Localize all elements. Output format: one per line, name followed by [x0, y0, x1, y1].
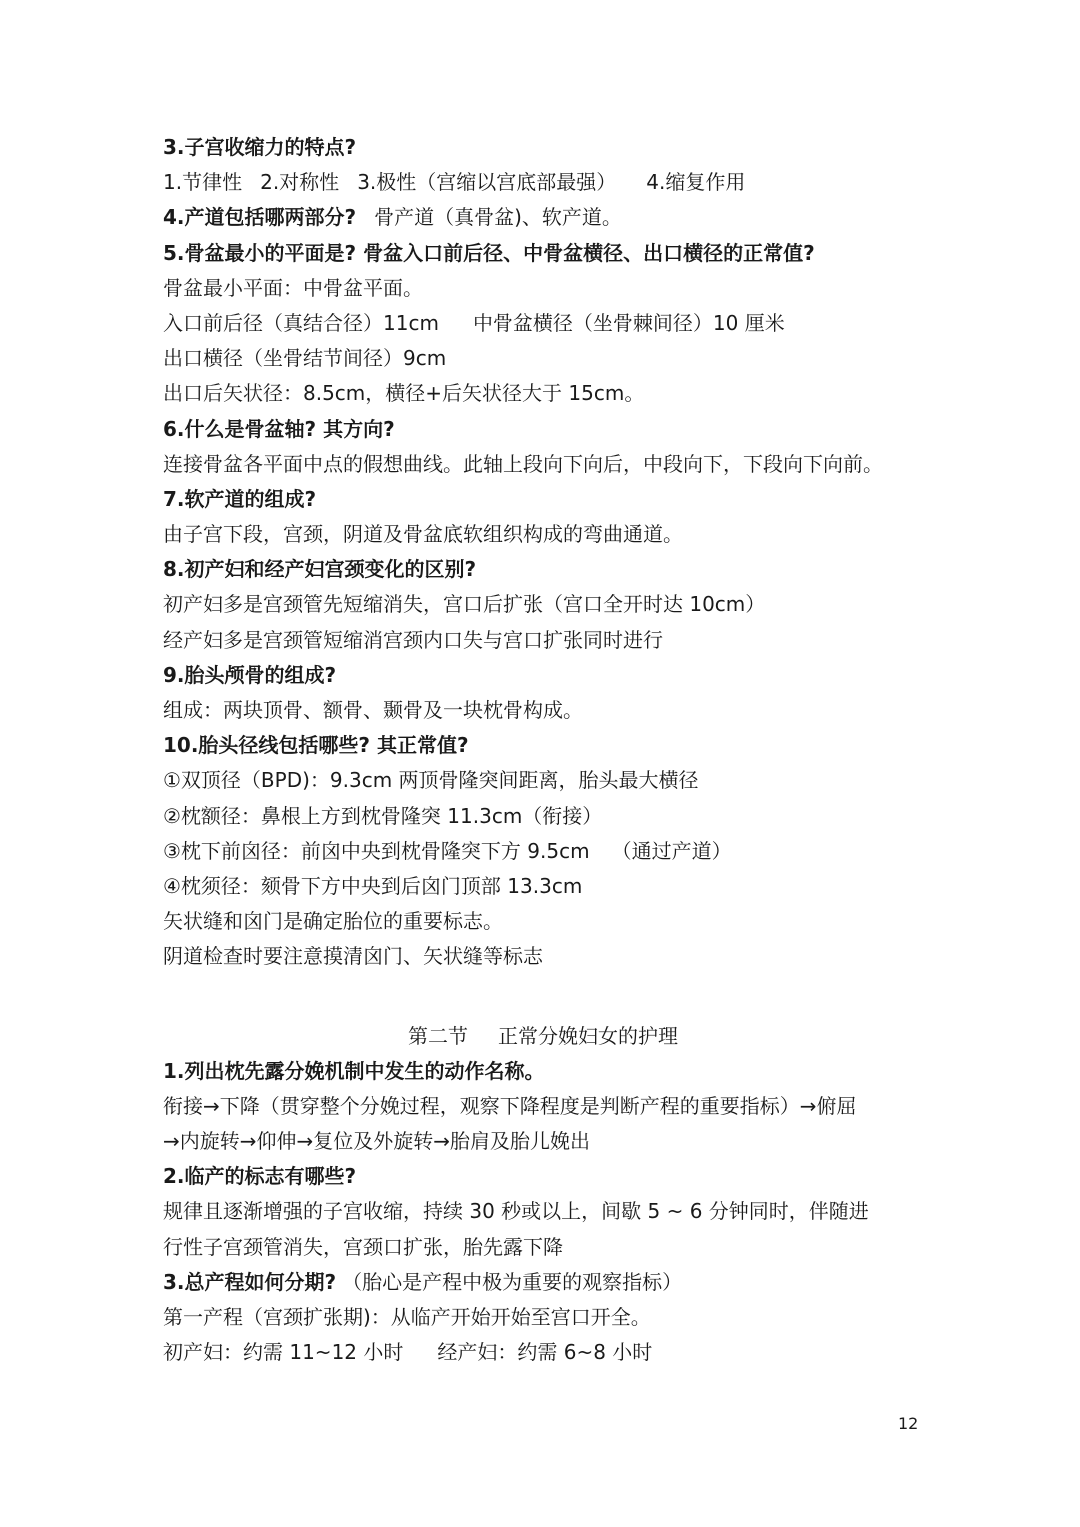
question-heading: 2.临产的标志有哪些?: [163, 1164, 357, 1189]
question-heading: 7.软产道的组成?: [163, 486, 317, 511]
text-segment: 2.对称性: [260, 170, 340, 195]
answer-line: 行性子宫颈管消失，宫颈口扩张，胎先露下降: [163, 1234, 563, 1259]
text-segment: 4.缩复作用: [646, 170, 746, 195]
answer-line: [163, 165, 923, 200]
answer-line: 出口横径（坐骨结节间径）9cm: [163, 346, 447, 371]
answer-line: →内旋转→仰伸→复位及外旋转→胎肩及胎儿娩出: [163, 1129, 591, 1154]
text-segment: （通过产道）: [611, 838, 732, 863]
answer-line: 经产妇多是宫颈管短缩消宫颈内口失与宫口扩张同时进行: [163, 627, 663, 652]
question-heading: 3.总产程如何分期?: [163, 1269, 337, 1294]
question-heading: 1.列出枕先露分娩机制中发生的动作名称。: [163, 1058, 545, 1083]
answer-line: [163, 834, 923, 869]
question-heading: 5.骨盆最小的平面是? 骨盆入口前后径、中骨盆横径、出口横径的正常值?: [163, 240, 815, 265]
answer-line: 初产妇多是宫颈管先短缩消失，宫口后扩张（宫口全开时达 10cm）: [163, 592, 766, 617]
answer-line: [163, 306, 923, 341]
answer-line: ②枕额径：鼻根上方到枕骨隆突 11.3cm（衔接）: [163, 803, 603, 828]
answer-line: 骨盆最小平面：中骨盆平面。: [163, 275, 423, 300]
answer-line: 第一产程（宫颈扩张期)：从临产开始开始至宫口开全。: [163, 1305, 651, 1329]
answer-text: （胎心是产程中极为重要的观察指标）: [342, 1269, 683, 1294]
answer-text: 骨产道（真骨盆)、软产道。: [374, 205, 622, 230]
question-heading: 10.胎头径线包括哪些? 其正常值?: [163, 733, 469, 758]
text-segment: 中骨盆横径（坐骨棘间径）10 厘米: [472, 310, 785, 335]
answer-line: 衔接→下降（贯穿整个分娩过程，观察下降程度是判断产程的重要指标）→俯屈: [163, 1093, 857, 1118]
page-number: 12: [898, 1414, 919, 1433]
answer-line: 连接骨盆各平面中点的假想曲线。此轴上段向下向后，中段向下，下段向下向前。: [163, 451, 883, 476]
question-heading: 8.初产妇和经产妇宫颈变化的区别?: [163, 557, 477, 582]
answer-line: 矢状缝和囟门是确定胎位的重要标志。: [163, 909, 503, 934]
answer-line: [163, 1335, 923, 1370]
section-name: 正常分娩妇女的护理: [498, 1023, 678, 1048]
text-segment: 经产妇：约需 6~8 小时: [437, 1340, 653, 1365]
question-heading: 4.产道包括哪两部分?: [163, 205, 357, 230]
question-heading: 6.什么是骨盆轴? 其方向?: [163, 416, 395, 441]
text-segment: 3.极性（宫缩以宫底部最强）: [357, 170, 617, 195]
text-segment: 1.节律性: [163, 170, 243, 195]
text-segment: 入口前后径（真结合径）11cm: [163, 310, 439, 335]
answer-line: ①双顶径（BPD)：9.3cm 两顶骨隆突间距离，胎头最大横径: [163, 768, 699, 793]
answer-line: 组成：两块顶骨、额骨、颞骨及一块枕骨构成。: [163, 698, 583, 722]
section-gap: [163, 975, 923, 1019]
mixed-line: [163, 200, 923, 235]
section-number: 第二节: [408, 1023, 468, 1048]
answer-line: 规律且逐渐增强的子宫收缩，持续 30 秒或以上，间歇 5 ~ 6 分钟同时，伴随进: [163, 1199, 869, 1224]
question-heading: 9.胎头颅骨的组成?: [163, 662, 337, 687]
question-heading: 3.子宫收缩力的特点?: [163, 135, 357, 159]
answer-line: ④枕须径：颏骨下方中央到后囟门顶部 13.3cm: [163, 873, 583, 898]
text-segment: ③枕下前囟径：前囟中央到枕骨隆突下方 9.5cm: [163, 838, 590, 863]
text-segment: 初产妇：约需 11~12 小时: [163, 1340, 404, 1365]
answer-line: 阴道检查时要注意摸清囟门、矢状缝等标志: [163, 944, 543, 969]
answer-line: 由子宫下段，宫颈，阴道及骨盆底软组织构成的弯曲通道。: [163, 522, 683, 547]
mixed-line: [163, 1265, 923, 1300]
answer-line: 出口后矢状径：8.5cm，横径+后矢状径大于 15cm。: [163, 381, 645, 406]
section-title: [163, 1019, 923, 1054]
page-content: [163, 130, 923, 1370]
